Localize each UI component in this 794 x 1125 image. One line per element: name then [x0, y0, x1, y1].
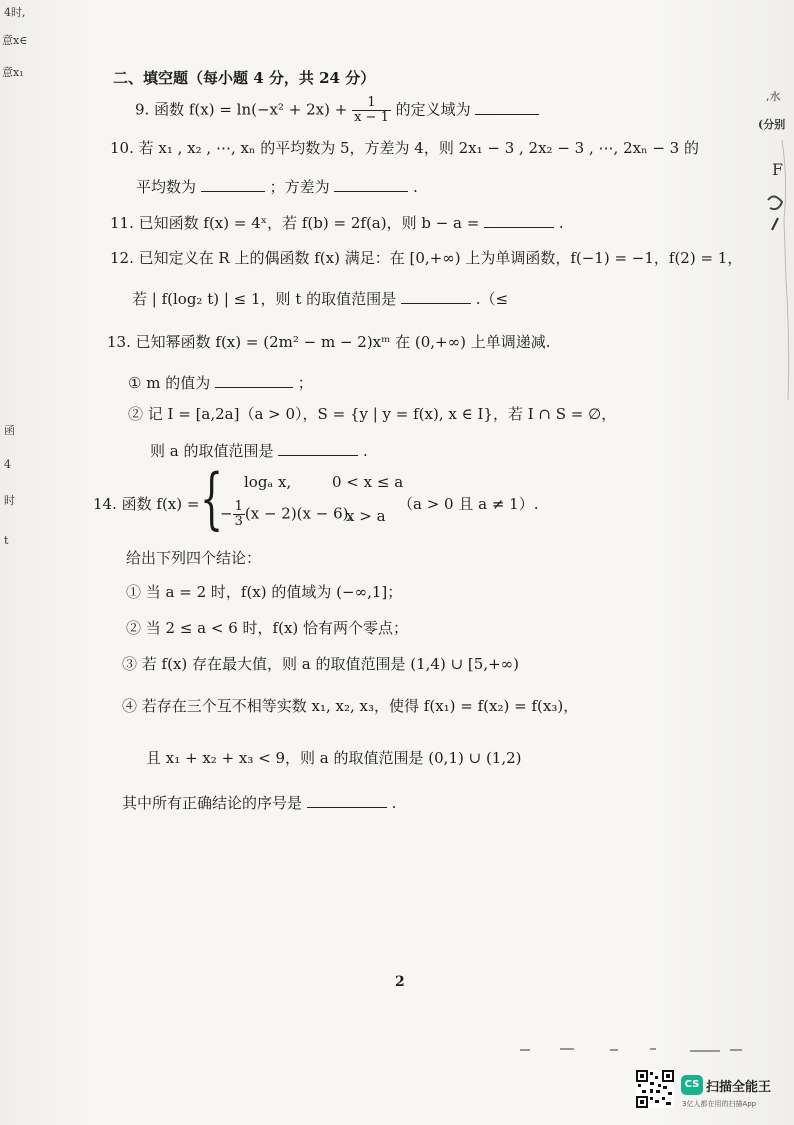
q14-conclusion-4: ④ 若存在三个互不相等实数 x₁, x₂, x₃，使得 f(x₁) = f(x₂) = f(x₃)，	[122, 697, 579, 715]
section-title: 二、填空题（每小题 4 分，共 24 分）	[113, 69, 376, 87]
scan-edge-shadow	[752, 80, 794, 400]
scan-noise	[520, 1046, 760, 1054]
case2-num: 1	[234, 499, 243, 514]
piecewise-brace: {	[200, 460, 224, 537]
q13-sub1: ① m 的值为	[128, 374, 211, 392]
margin-fragment: 意x∈	[2, 34, 28, 47]
answer-blank	[201, 176, 265, 192]
q14-final	[122, 792, 396, 813]
margin-fragment: ,水	[766, 90, 781, 103]
q14-final-end: .	[391, 794, 397, 812]
case2-body: (x − 2)(x − 6),	[244, 504, 354, 523]
question-12-line2	[132, 288, 508, 309]
q12-end: .（≤	[475, 290, 509, 308]
q13-sub1-end: ；	[297, 374, 313, 392]
qr-code-icon	[636, 1070, 674, 1108]
q14-intro: 给出下列四个结论：	[126, 549, 262, 567]
q14-condition: （a > 0 且 a ≠ 1）.	[398, 495, 539, 513]
case2-expr	[220, 500, 353, 529]
question-12: 12. 已知定义在 R 上的偶函数 f(x) 满足：在 [0,+∞) 上为单调函数，f(−1) = −1，f(2) = 1，	[110, 249, 743, 267]
case1-expr: logₐ x,	[244, 473, 292, 491]
question-13-part2b	[150, 440, 368, 461]
margin-fragment: 4时,	[4, 6, 26, 19]
case2-fraction	[233, 500, 245, 529]
q9-fraction	[352, 96, 391, 125]
answer-blank	[475, 99, 539, 115]
answer-blank	[484, 212, 554, 228]
q14-conclusion-4b: 且 x₁ + x₂ + x₃ < 9，则 a 的取值范围是 (0,1) ∪ (1,2)	[146, 749, 522, 767]
question-13-part1	[128, 372, 313, 393]
question-13-part2: ② 记 I = [a,2a]（a > 0），S = {y | y = f(x), x ∈ I}，若 I ∩ S = ∅，	[128, 405, 617, 423]
app-tagline: 3亿人都在用的扫描App	[682, 1100, 757, 1108]
page-number: 2	[395, 974, 405, 990]
q9-post: 的定义域为	[395, 100, 471, 119]
margin-fragment: 4	[4, 458, 11, 471]
case2-cond: x > a	[346, 507, 386, 525]
question-10: 10. 若 x₁ , x₂ , ⋯, xₙ 的平均数为 5，方差为 4，则 2x₁ − 3 , 2x₂ − 3 , ⋯, 2xₙ − 3 的	[110, 139, 699, 157]
scanner-watermark	[636, 1070, 786, 1112]
q11-text: 11. 已知函数 f(x) = 4ˣ，若 f(b) = 2f(a)，则 b − a =	[110, 214, 480, 232]
margin-fragment: t	[4, 534, 9, 547]
margin-fragment: F	[772, 160, 784, 179]
cs-logo: CS	[681, 1075, 703, 1095]
answer-blank	[334, 176, 408, 192]
q12-text: 若 | f(log₂ t) | ≤ 1，则 t 的取值范围是	[132, 290, 397, 308]
question-9	[135, 96, 539, 125]
app-name: 扫描全能王	[706, 1080, 772, 1095]
case2-den: 3	[234, 514, 243, 529]
q10-end: .	[413, 178, 418, 196]
q13-sub2b: 则 a 的取值范围是	[150, 442, 274, 460]
answer-blank	[215, 372, 293, 388]
q14-conclusion-2: ② 当 2 ≤ a < 6 时，f(x) 恰有两个零点；	[126, 619, 409, 637]
q9-text: 9. 函数 f(x) = ln(−x² + 2x) +	[135, 100, 353, 119]
case2-minus: −	[220, 504, 233, 523]
q13-sub2b-end: .	[363, 442, 368, 460]
answer-blank	[278, 440, 358, 456]
margin-fragment: (分别	[758, 118, 786, 131]
answer-blank	[401, 288, 471, 304]
answer-blank	[307, 792, 387, 808]
margin-fragment: 函	[4, 424, 15, 437]
question-11	[110, 212, 564, 233]
q14-final-text: 其中所有正确结论的序号是	[122, 794, 303, 812]
q10-mean-label: 平均数为	[136, 178, 197, 196]
question-10-line2	[136, 176, 418, 197]
q14-conclusion-3: ③ 若 f(x) 存在最大值，则 a 的取值范围是 (1,4) ∪ [5,+∞)	[122, 655, 520, 673]
q9-fraction-den: x − 1	[354, 110, 389, 125]
case1-cond: 0 < x ≤ a	[332, 473, 404, 491]
q9-fraction-num: 1	[352, 96, 391, 111]
margin-fragment: 意x₁	[2, 66, 24, 79]
q11-end: .	[558, 214, 564, 232]
margin-fragment: 时	[4, 494, 15, 507]
q10-variance-label: ；方差为	[269, 178, 330, 196]
question-14-label: 14. 函数 f(x) =	[93, 495, 200, 513]
question-13: 13. 已知幂函数 f(x) = (2m² − m − 2)xᵐ 在 (0,+∞) 上单调递减.	[107, 333, 551, 351]
q14-conclusion-1: ① 当 a = 2 时，f(x) 的值域为 (−∞,1]；	[126, 583, 403, 601]
